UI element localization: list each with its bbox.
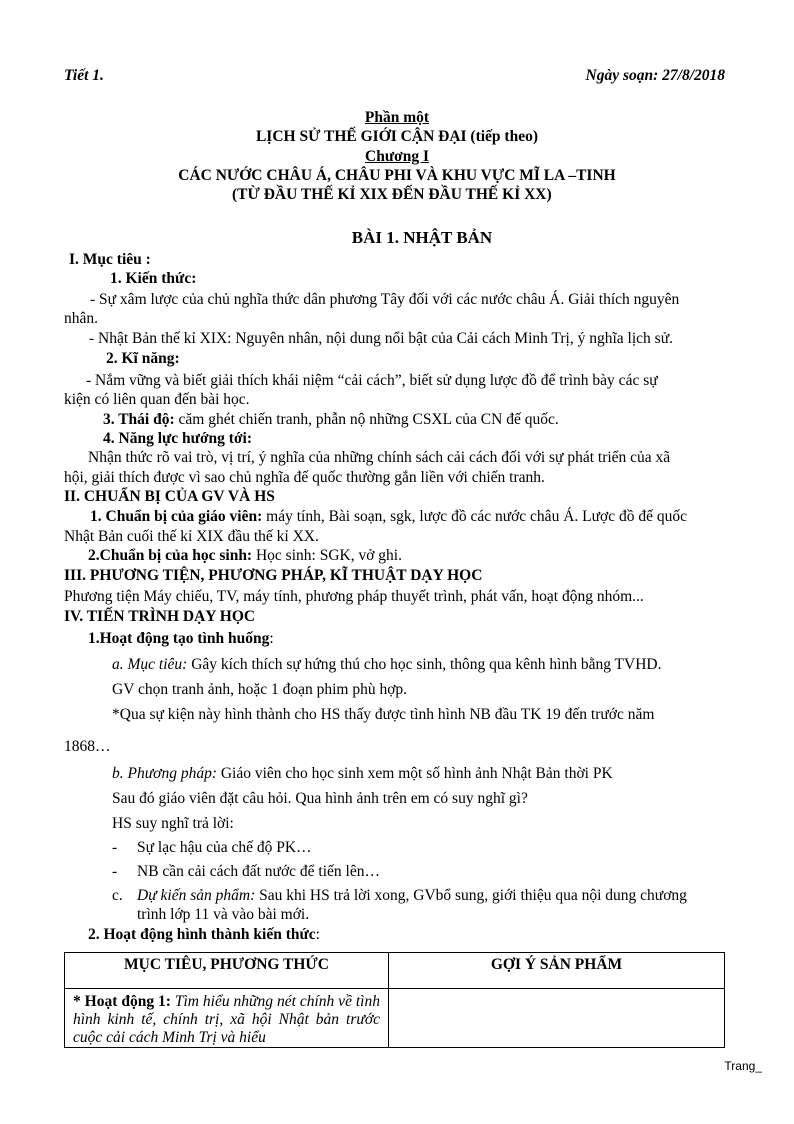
student-prep-line bbox=[88, 546, 402, 565]
activity-1-heading-line bbox=[88, 629, 274, 648]
goal-line bbox=[112, 655, 661, 674]
bullet-item-1: Sự lạc hậu của chế độ PK… bbox=[137, 839, 312, 856]
section-3-text: Phương tiện Máy chiếu, TV, máy tính, phương pháp thuyết trình, phát vấn, hoạt động nhóm... bbox=[64, 588, 644, 605]
skills-point-1: - Nắm vững và biết giải thích khái niệm “cải cách”, biết sử dụng lược đồ để trình bày các sự bbox=[86, 372, 658, 389]
chapter-label: Chương I bbox=[365, 148, 429, 165]
activity-2-heading-line bbox=[88, 925, 320, 944]
product-text-2: trình lớp 11 và vào bài mới. bbox=[137, 906, 310, 923]
bullet-marker: - bbox=[112, 863, 118, 880]
lesson-number: Tiết 1. bbox=[64, 67, 104, 84]
method-line bbox=[112, 764, 613, 783]
goal-label: a. Mục tiêu: bbox=[112, 656, 188, 673]
bullet-item-2: NB cần cải cách đất nước để tiến lên… bbox=[137, 863, 380, 880]
attitude-line bbox=[103, 410, 559, 429]
bullet-marker: - bbox=[112, 839, 118, 856]
gv-line: GV chọn tranh ảnh, hoặc 1 đoạn phim phù hợp. bbox=[112, 681, 408, 698]
product-cell bbox=[389, 989, 725, 1048]
preparation-date: Ngày soạn: 27/8/2018 bbox=[585, 67, 725, 84]
teacher-prep-text: máy tính, Bài soạn, sgk, lược đồ các nước châu Á. Lược đồ đế quốc bbox=[262, 508, 687, 525]
method-label: b. Phương pháp: bbox=[112, 765, 217, 782]
chapter-subtitle: (TỪ ĐẦU THẾ KỈ XIX ĐẾN ĐẦU THẾ KỈ XX) bbox=[232, 186, 552, 203]
product-label: Dự kiến sản phẩm: bbox=[137, 887, 256, 904]
goal-text: Gây kích thích sự hứng thú cho học sinh, thông qua kênh hình bằng TVHD. bbox=[187, 656, 662, 673]
knowledge-point-2: - Nhật Bản thế kỉ XIX: Nguyên nhân, nội dung nổi bật của Cải cách Minh Trị, ý nghĩa lịch sử. bbox=[89, 330, 673, 347]
teacher-prep-text-2: Nhật Bản cuối thế kỉ XIX đầu thế kỉ XX. bbox=[64, 528, 319, 545]
activity-1-heading: 1.Hoạt động tạo tình huống bbox=[88, 630, 270, 647]
table-header-row bbox=[65, 953, 725, 989]
lesson-title: BÀI 1. NHẬT BẢN bbox=[351, 228, 493, 247]
student-prep-heading: 2.Chuẩn bị của học sinh: bbox=[88, 547, 253, 564]
product-line bbox=[137, 886, 687, 905]
skills-point-1-cont: kiện có liên quan đến bài học. bbox=[64, 391, 250, 408]
section-2-heading: II. CHUẨN BỊ CỦA GV VÀ HS bbox=[64, 488, 275, 505]
knowledge-point-1-cont: nhân. bbox=[64, 310, 99, 327]
product-text: Sau khi HS trả lời xong, GVbổ sung, giới thiệu qua nội dung chương bbox=[255, 887, 687, 904]
year-line: 1868… bbox=[64, 738, 111, 755]
table-header-goals: MỤC TIÊU, PHƯƠNG THỨC bbox=[65, 953, 389, 989]
table-row bbox=[65, 989, 725, 1048]
activity-1-description: Tìm hiểu những nét chính về tình hình kinh tế, chính trị, xã hội Nhật bản trước cuộc cải cách Minh Trị và hiểu bbox=[73, 993, 380, 1046]
method-text: Giáo viên cho học sinh xem một số hình ảnh Nhật Bản thời PK bbox=[216, 765, 613, 782]
section-3-heading: III. PHƯƠNG TIỆN, PHƯƠNG PHÁP, KĨ THUẬT DẠY HỌC bbox=[64, 567, 483, 584]
activity-1-cell bbox=[65, 989, 389, 1048]
section-4-heading: IV. TIẾN TRÌNH DẠY HỌC bbox=[64, 608, 256, 625]
activity-2-colon: : bbox=[315, 926, 320, 943]
activity-1-colon: : bbox=[269, 630, 274, 647]
chapter-title: CÁC NƯỚC CHÂU Á, CHÂU PHI VÀ KHU VỰC MĨ LA –TINH bbox=[178, 167, 616, 184]
skills-heading: 2. Kĩ năng: bbox=[106, 350, 180, 367]
product-marker: c. bbox=[112, 887, 123, 904]
history-title: LỊCH SỬ THẾ GIỚI CẬN ĐẠI (tiếp theo) bbox=[255, 128, 539, 145]
competence-text-2: hội, giải thích được vì sao chủ nghĩa đế quốc thường gắn liền với chiến tranh. bbox=[64, 469, 545, 486]
question-line: Sau đó giáo viên đặt câu hỏi. Qua hình ảnh trên em có suy nghĩ gì? bbox=[112, 790, 528, 807]
teacher-prep-heading: 1. Chuẩn bị của giáo viên: bbox=[90, 508, 263, 525]
competence-heading: 4. Năng lực hướng tới: bbox=[103, 430, 253, 447]
lesson-table bbox=[64, 952, 725, 1048]
page-footer: Trang_ bbox=[724, 1059, 762, 1073]
competence-text-1: Nhận thức rõ vai trò, vị trí, ý nghĩa của những chính sách cải cách đối với sự phát triển của xã bbox=[88, 449, 671, 466]
part-title: Phần một bbox=[364, 109, 430, 126]
teacher-prep-line bbox=[90, 507, 687, 526]
activity-2-heading: 2. Hoạt động hình thành kiến thức bbox=[88, 926, 316, 943]
activity-1-label: * Hoạt động 1: bbox=[73, 993, 171, 1010]
hs-line: HS suy nghĩ trả lời: bbox=[112, 815, 234, 832]
knowledge-point-1: - Sự xâm lược của chủ nghĩa thức dân phương Tây đối với các nước châu Á. Giải thích nguyên bbox=[90, 291, 680, 308]
event-line: *Qua sự kiện này hình thành cho HS thấy được tình hình NB đầu TK 19 đến trước năm bbox=[112, 706, 655, 723]
knowledge-heading: 1. Kiến thức: bbox=[110, 270, 197, 287]
attitude-heading: 3. Thái độ: bbox=[103, 411, 175, 428]
table-header-product: GỢI Ý SẢN PHẨM bbox=[389, 953, 725, 989]
attitude-text: căm ghét chiến tranh, phẫn nộ những CSXL của CN đế quốc. bbox=[174, 411, 559, 428]
section-1-heading: I. Mục tiêu : bbox=[69, 251, 151, 268]
student-prep-text: Học sinh: SGK, vở ghi. bbox=[252, 547, 402, 564]
